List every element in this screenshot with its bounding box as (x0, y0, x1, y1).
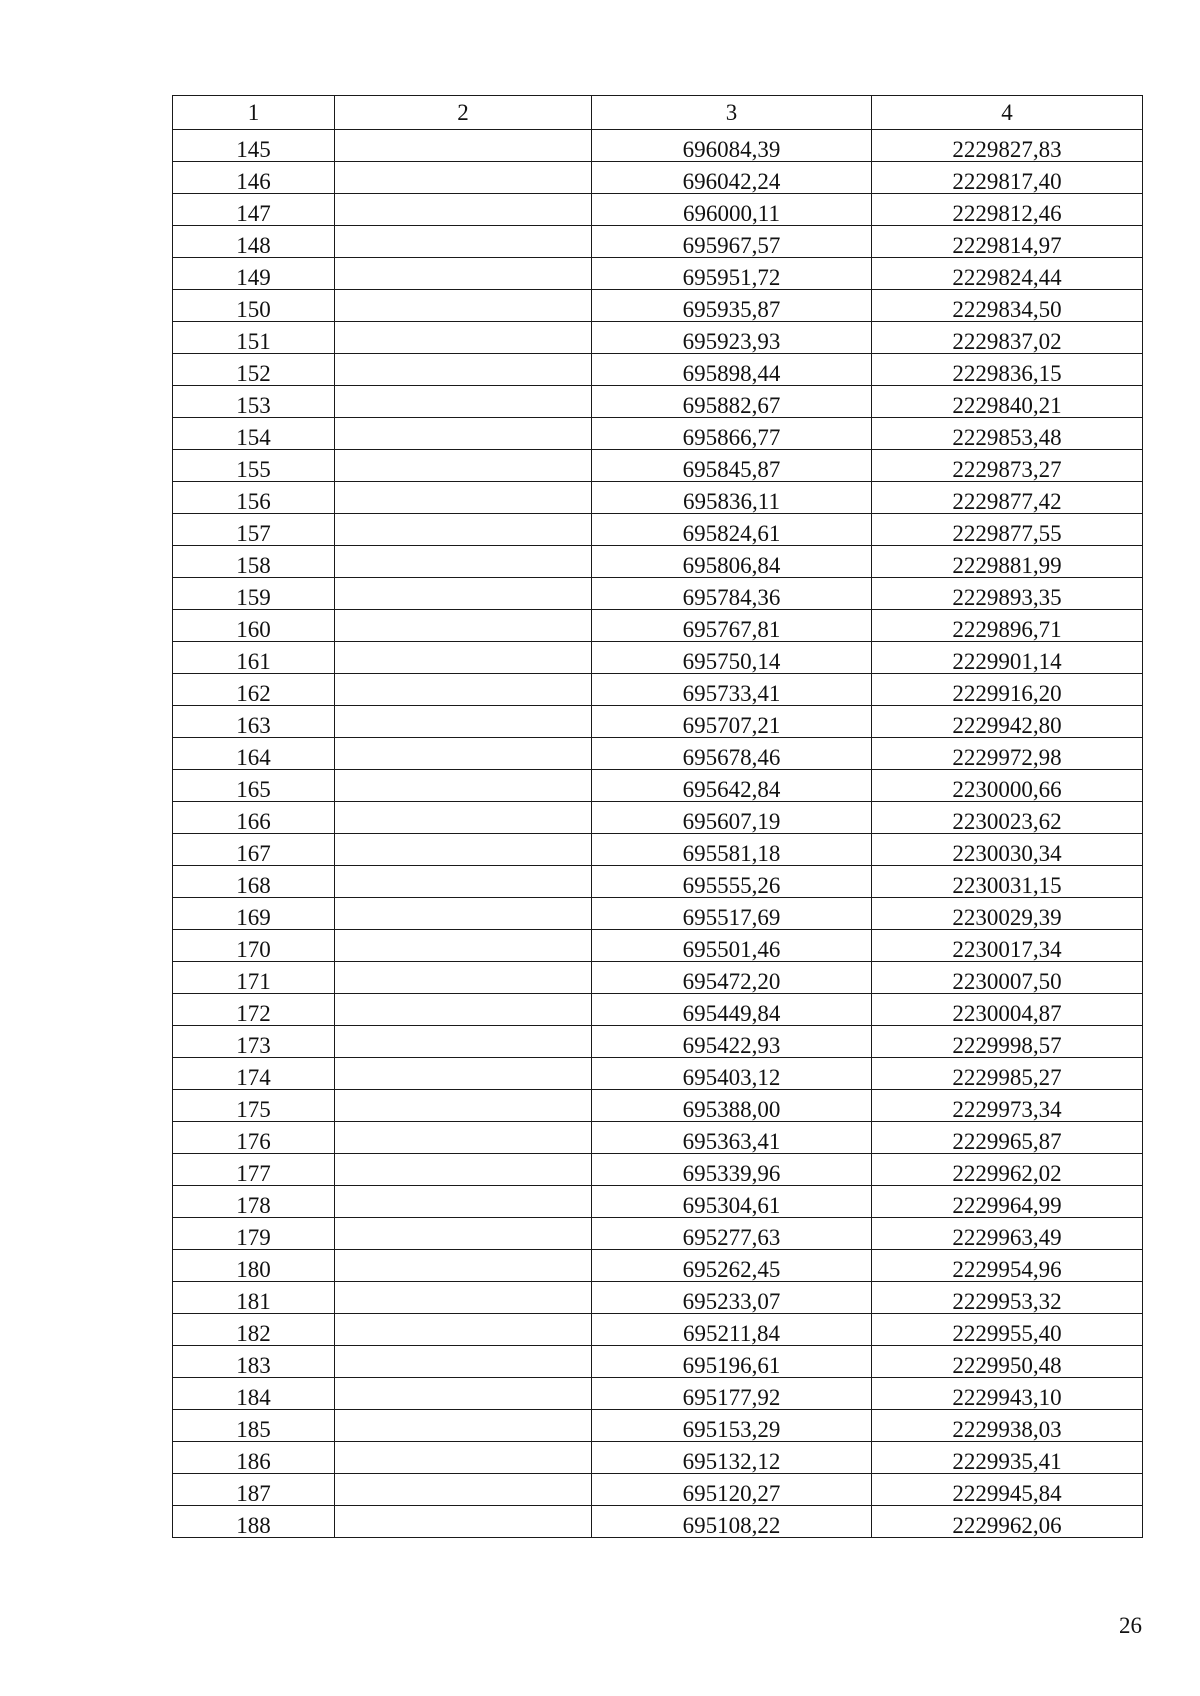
description-cell (335, 1314, 592, 1346)
table-header (173, 96, 1143, 130)
description-cell (335, 162, 592, 194)
point-number-cell: 185 (173, 1410, 335, 1442)
table-row (173, 802, 1143, 834)
table-row (173, 418, 1143, 450)
y-coordinate-cell: 2229916,20 (872, 674, 1143, 706)
x-coordinate-cell: 695233,07 (592, 1282, 872, 1314)
y-coordinate-cell: 2229943,10 (872, 1378, 1143, 1410)
point-number-cell: 178 (173, 1186, 335, 1218)
description-cell (335, 1378, 592, 1410)
table-row (173, 194, 1143, 226)
y-coordinate-cell: 2229881,99 (872, 546, 1143, 578)
x-coordinate-cell: 695866,77 (592, 418, 872, 450)
description-cell (335, 450, 592, 482)
x-coordinate-cell: 695951,72 (592, 258, 872, 290)
description-cell (335, 1154, 592, 1186)
point-number-cell: 147 (173, 194, 335, 226)
description-cell (335, 1506, 592, 1538)
description-cell (335, 642, 592, 674)
x-coordinate-cell: 695262,45 (592, 1250, 872, 1282)
y-coordinate-cell: 2229965,87 (872, 1122, 1143, 1154)
x-coordinate-cell: 695824,61 (592, 514, 872, 546)
table-row (173, 1442, 1143, 1474)
y-coordinate-cell: 2229962,06 (872, 1506, 1143, 1538)
x-coordinate-cell: 695422,93 (592, 1026, 872, 1058)
table-row (173, 866, 1143, 898)
x-coordinate-cell: 695555,26 (592, 866, 872, 898)
y-coordinate-cell: 2229942,80 (872, 706, 1143, 738)
description-cell (335, 994, 592, 1026)
x-coordinate-cell: 695733,41 (592, 674, 872, 706)
y-coordinate-cell: 2229950,48 (872, 1346, 1143, 1378)
point-number-cell: 165 (173, 770, 335, 802)
table-row (173, 578, 1143, 610)
description-cell (335, 1250, 592, 1282)
y-coordinate-cell: 2229834,50 (872, 290, 1143, 322)
description-cell (335, 610, 592, 642)
x-coordinate-cell: 695806,84 (592, 546, 872, 578)
x-coordinate-cell: 695836,11 (592, 482, 872, 514)
x-coordinate-cell: 695153,29 (592, 1410, 872, 1442)
y-coordinate-cell: 2229812,46 (872, 194, 1143, 226)
table-row (173, 290, 1143, 322)
y-coordinate-cell: 2230004,87 (872, 994, 1143, 1026)
table-row (173, 322, 1143, 354)
description-cell (335, 546, 592, 578)
table-row (173, 994, 1143, 1026)
point-number-cell: 180 (173, 1250, 335, 1282)
y-coordinate-cell: 2229963,49 (872, 1218, 1143, 1250)
x-coordinate-cell: 695707,21 (592, 706, 872, 738)
coordinates-table (172, 95, 1143, 1538)
table-row (173, 962, 1143, 994)
y-coordinate-cell: 2229955,40 (872, 1314, 1143, 1346)
description-cell (335, 1282, 592, 1314)
column-header-4: 4 (872, 96, 1143, 130)
x-coordinate-cell: 695967,57 (592, 226, 872, 258)
description-cell (335, 1442, 592, 1474)
description-cell (335, 1090, 592, 1122)
table-row (173, 1314, 1143, 1346)
y-coordinate-cell: 2229873,27 (872, 450, 1143, 482)
y-coordinate-cell: 2229998,57 (872, 1026, 1143, 1058)
point-number-cell: 148 (173, 226, 335, 258)
point-number-cell: 145 (173, 130, 335, 162)
point-number-cell: 153 (173, 386, 335, 418)
x-coordinate-cell: 695120,27 (592, 1474, 872, 1506)
description-cell (335, 130, 592, 162)
table-row (173, 706, 1143, 738)
x-coordinate-cell: 695678,46 (592, 738, 872, 770)
point-number-cell: 157 (173, 514, 335, 546)
point-number-cell: 163 (173, 706, 335, 738)
y-coordinate-cell: 2230030,34 (872, 834, 1143, 866)
x-coordinate-cell: 695449,84 (592, 994, 872, 1026)
table-row (173, 1154, 1143, 1186)
y-coordinate-cell: 2229836,15 (872, 354, 1143, 386)
x-coordinate-cell: 695898,44 (592, 354, 872, 386)
point-number-cell: 162 (173, 674, 335, 706)
y-coordinate-cell: 2229837,02 (872, 322, 1143, 354)
table-row (173, 1410, 1143, 1442)
description-cell (335, 1122, 592, 1154)
point-number-cell: 159 (173, 578, 335, 610)
point-number-cell: 171 (173, 962, 335, 994)
description-cell (335, 962, 592, 994)
table-row (173, 1506, 1143, 1538)
point-number-cell: 174 (173, 1058, 335, 1090)
table-row (173, 834, 1143, 866)
column-header-3: 3 (592, 96, 872, 130)
table-row (173, 674, 1143, 706)
x-coordinate-cell: 695784,36 (592, 578, 872, 610)
description-cell (335, 514, 592, 546)
x-coordinate-cell: 695517,69 (592, 898, 872, 930)
description-cell (335, 866, 592, 898)
y-coordinate-cell: 2229840,21 (872, 386, 1143, 418)
y-coordinate-cell: 2230031,15 (872, 866, 1143, 898)
table-row (173, 1122, 1143, 1154)
x-coordinate-cell: 695132,12 (592, 1442, 872, 1474)
y-coordinate-cell: 2229901,14 (872, 642, 1143, 674)
table-body (173, 130, 1143, 1538)
x-coordinate-cell: 695196,61 (592, 1346, 872, 1378)
point-number-cell: 176 (173, 1122, 335, 1154)
point-number-cell: 188 (173, 1506, 335, 1538)
table-row (173, 450, 1143, 482)
x-coordinate-cell: 695882,67 (592, 386, 872, 418)
y-coordinate-cell: 2230007,50 (872, 962, 1143, 994)
description-cell (335, 258, 592, 290)
y-coordinate-cell: 2229953,32 (872, 1282, 1143, 1314)
point-number-cell: 161 (173, 642, 335, 674)
table-row (173, 1026, 1143, 1058)
description-cell (335, 1410, 592, 1442)
y-coordinate-cell: 2229973,34 (872, 1090, 1143, 1122)
table-row (173, 1186, 1143, 1218)
description-cell (335, 1186, 592, 1218)
y-coordinate-cell: 2229935,41 (872, 1442, 1143, 1474)
y-coordinate-cell: 2229985,27 (872, 1058, 1143, 1090)
y-coordinate-cell: 2229962,02 (872, 1154, 1143, 1186)
x-coordinate-cell: 695108,22 (592, 1506, 872, 1538)
point-number-cell: 181 (173, 1282, 335, 1314)
y-coordinate-cell: 2229877,55 (872, 514, 1143, 546)
x-coordinate-cell: 695339,96 (592, 1154, 872, 1186)
point-number-cell: 160 (173, 610, 335, 642)
x-coordinate-cell: 695750,14 (592, 642, 872, 674)
x-coordinate-cell: 696042,24 (592, 162, 872, 194)
description-cell (335, 738, 592, 770)
table-row (173, 1090, 1143, 1122)
point-number-cell: 183 (173, 1346, 335, 1378)
y-coordinate-cell: 2229817,40 (872, 162, 1143, 194)
y-coordinate-cell: 2229814,97 (872, 226, 1143, 258)
point-number-cell: 182 (173, 1314, 335, 1346)
y-coordinate-cell: 2230023,62 (872, 802, 1143, 834)
x-coordinate-cell: 695211,84 (592, 1314, 872, 1346)
description-cell (335, 1346, 592, 1378)
table-row (173, 1058, 1143, 1090)
point-number-cell: 187 (173, 1474, 335, 1506)
description-cell (335, 578, 592, 610)
x-coordinate-cell: 695923,93 (592, 322, 872, 354)
point-number-cell: 151 (173, 322, 335, 354)
x-coordinate-cell: 695304,61 (592, 1186, 872, 1218)
description-cell (335, 386, 592, 418)
y-coordinate-cell: 2229877,42 (872, 482, 1143, 514)
point-number-cell: 149 (173, 258, 335, 290)
table-row (173, 738, 1143, 770)
x-coordinate-cell: 695581,18 (592, 834, 872, 866)
x-coordinate-cell: 695472,20 (592, 962, 872, 994)
table-row (173, 610, 1143, 642)
point-number-cell: 150 (173, 290, 335, 322)
y-coordinate-cell: 2230029,39 (872, 898, 1143, 930)
table-row (173, 1474, 1143, 1506)
y-coordinate-cell: 2229938,03 (872, 1410, 1143, 1442)
page-number: 26 (1119, 1613, 1142, 1638)
table-row (173, 1378, 1143, 1410)
description-cell (335, 1474, 592, 1506)
table-row (173, 642, 1143, 674)
point-number-cell: 170 (173, 930, 335, 962)
x-coordinate-cell: 696084,39 (592, 130, 872, 162)
table-row (173, 130, 1143, 162)
header-row (173, 96, 1143, 130)
description-cell (335, 482, 592, 514)
point-number-cell: 175 (173, 1090, 335, 1122)
x-coordinate-cell: 696000,11 (592, 194, 872, 226)
description-cell (335, 418, 592, 450)
y-coordinate-cell: 2229896,71 (872, 610, 1143, 642)
description-cell (335, 898, 592, 930)
description-cell (335, 674, 592, 706)
table-row (173, 258, 1143, 290)
x-coordinate-cell: 695935,87 (592, 290, 872, 322)
table-row (173, 354, 1143, 386)
y-coordinate-cell: 2229945,84 (872, 1474, 1143, 1506)
point-number-cell: 154 (173, 418, 335, 450)
x-coordinate-cell: 695607,19 (592, 802, 872, 834)
y-coordinate-cell: 2229893,35 (872, 578, 1143, 610)
y-coordinate-cell: 2230000,66 (872, 770, 1143, 802)
table-row (173, 1346, 1143, 1378)
description-cell (335, 194, 592, 226)
table-row (173, 162, 1143, 194)
y-coordinate-cell: 2229827,83 (872, 130, 1143, 162)
point-number-cell: 172 (173, 994, 335, 1026)
x-coordinate-cell: 695277,63 (592, 1218, 872, 1250)
x-coordinate-cell: 695501,46 (592, 930, 872, 962)
y-coordinate-cell: 2229824,44 (872, 258, 1143, 290)
point-number-cell: 152 (173, 354, 335, 386)
point-number-cell: 179 (173, 1218, 335, 1250)
x-coordinate-cell: 695642,84 (592, 770, 872, 802)
description-cell (335, 226, 592, 258)
table-row (173, 482, 1143, 514)
point-number-cell: 166 (173, 802, 335, 834)
point-number-cell: 173 (173, 1026, 335, 1058)
point-number-cell: 167 (173, 834, 335, 866)
y-coordinate-cell: 2229954,96 (872, 1250, 1143, 1282)
point-number-cell: 168 (173, 866, 335, 898)
y-coordinate-cell: 2229853,48 (872, 418, 1143, 450)
table-row (173, 1250, 1143, 1282)
table-row (173, 1282, 1143, 1314)
table-row (173, 930, 1143, 962)
x-coordinate-cell: 695363,41 (592, 1122, 872, 1154)
point-number-cell: 156 (173, 482, 335, 514)
x-coordinate-cell: 695845,87 (592, 450, 872, 482)
table-row (173, 386, 1143, 418)
description-cell (335, 354, 592, 386)
column-header-1: 1 (173, 96, 335, 130)
description-cell (335, 1218, 592, 1250)
x-coordinate-cell: 695767,81 (592, 610, 872, 642)
y-coordinate-cell: 2229972,98 (872, 738, 1143, 770)
table-row (173, 898, 1143, 930)
point-number-cell: 146 (173, 162, 335, 194)
table-row (173, 770, 1143, 802)
point-number-cell: 177 (173, 1154, 335, 1186)
table-row (173, 514, 1143, 546)
x-coordinate-cell: 695388,00 (592, 1090, 872, 1122)
point-number-cell: 186 (173, 1442, 335, 1474)
description-cell (335, 770, 592, 802)
point-number-cell: 158 (173, 546, 335, 578)
table-row (173, 546, 1143, 578)
point-number-cell: 169 (173, 898, 335, 930)
description-cell (335, 1058, 592, 1090)
point-number-cell: 164 (173, 738, 335, 770)
y-coordinate-cell: 2229964,99 (872, 1186, 1143, 1218)
column-header-2: 2 (335, 96, 592, 130)
x-coordinate-cell: 695177,92 (592, 1378, 872, 1410)
description-cell (335, 290, 592, 322)
description-cell (335, 322, 592, 354)
description-cell (335, 834, 592, 866)
point-number-cell: 184 (173, 1378, 335, 1410)
table-row (173, 1218, 1143, 1250)
description-cell (335, 930, 592, 962)
x-coordinate-cell: 695403,12 (592, 1058, 872, 1090)
table-row (173, 226, 1143, 258)
description-cell (335, 802, 592, 834)
y-coordinate-cell: 2230017,34 (872, 930, 1143, 962)
description-cell (335, 706, 592, 738)
description-cell (335, 1026, 592, 1058)
point-number-cell: 155 (173, 450, 335, 482)
